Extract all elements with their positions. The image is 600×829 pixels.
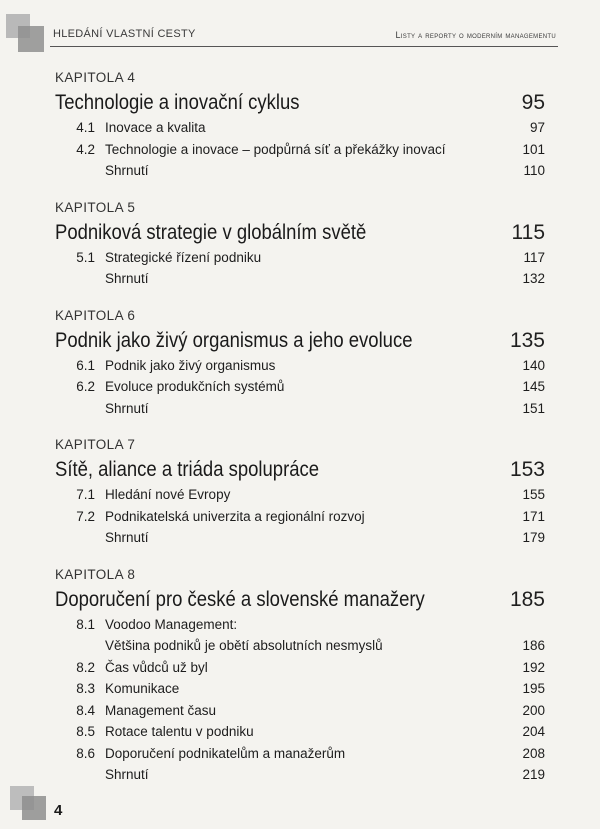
entry-title: Podnikatelská univerzita a regionální rozvoj [105, 508, 365, 524]
entry-title: Komunikace [105, 681, 180, 696]
entry-title: Hledání nové Evropy [105, 487, 231, 502]
entry-title: Rotace talentu v podniku [105, 724, 254, 739]
entry-title: Evoluce produkčních systémů [105, 379, 285, 394]
entry-title: Voodoo Management: [105, 616, 238, 632]
entry-number: 8.5 [76, 724, 95, 739]
entry-page: 195 [522, 681, 545, 696]
entry-page: 204 [522, 724, 545, 739]
entry-number: 5.1 [76, 249, 95, 265]
toc-entry[interactable] [55, 764, 545, 786]
entry-title: Většina podniků je obětí absolutních nesmyslů [105, 638, 383, 653]
chapter-block [55, 435, 545, 549]
toc-entry[interactable] [55, 117, 545, 139]
entry-page: 140 [522, 357, 545, 373]
toc-entry[interactable] [55, 355, 545, 377]
entry-page: 179 [522, 530, 545, 545]
toc-entry[interactable] [55, 506, 545, 528]
entry-number: 7.1 [76, 487, 95, 502]
chapter-label: KAPITOLA 6 [55, 307, 136, 323]
entry-page: 151 [522, 400, 545, 416]
toc-entry[interactable] [55, 657, 545, 679]
entry-title: Strategické řízení podniku [105, 249, 262, 265]
entry-title: Doporučení podnikatelům a manažerům [105, 745, 346, 761]
toc-entry[interactable] [55, 247, 545, 269]
chapter-title-row[interactable] [55, 585, 545, 614]
toc-entry[interactable] [55, 376, 545, 398]
chapter-label: KAPITOLA 7 [55, 437, 136, 452]
entry-title: Čas vůdců už byl [105, 659, 208, 675]
chapter-title: Sítě, aliance a triáda spolupráce [55, 458, 320, 481]
corner-square-dark [22, 796, 46, 820]
entry-page: 155 [522, 487, 545, 502]
chapter-page: 135 [509, 328, 545, 352]
entry-number: 8.1 [76, 616, 95, 632]
chapter-page: 95 [521, 91, 545, 114]
chapter-block [55, 198, 545, 290]
chapter-title-row[interactable] [55, 218, 545, 247]
toc-entry[interactable] [55, 268, 545, 290]
chapter-title-row[interactable] [55, 88, 545, 117]
chapter-label: KAPITOLA 8 [55, 566, 136, 582]
entry-page: 192 [522, 659, 545, 675]
table-of-contents [55, 68, 545, 802]
chapter-block [55, 68, 545, 182]
entry-title: Management času [105, 702, 217, 718]
chapter-title: Technologie a inovační cyklus [55, 91, 300, 114]
entry-title: Shrnutí [105, 767, 149, 782]
entry-number: 7.2 [76, 508, 95, 524]
chapter-page: 185 [509, 587, 545, 611]
chapter-block [55, 565, 545, 786]
chapter-label: KAPITOLA 4 [55, 70, 136, 85]
entry-page: 208 [522, 745, 545, 761]
entry-page: 97 [529, 120, 545, 135]
entry-title: Shrnutí [105, 163, 149, 178]
toc-entry[interactable] [55, 678, 545, 700]
entry-page: 117 [523, 249, 545, 265]
entry-title: Inovace a kvalita [105, 120, 206, 135]
chapter-label: KAPITOLA 5 [55, 199, 136, 215]
entry-page: 110 [523, 163, 545, 178]
entry-number: 6.2 [76, 379, 95, 394]
toc-entry[interactable] [55, 700, 545, 722]
entry-number: 8.3 [76, 681, 95, 696]
toc-entry[interactable] [55, 484, 545, 506]
chapter-title-row[interactable] [55, 326, 545, 355]
toc-entry[interactable] [55, 721, 545, 743]
entry-page: 101 [522, 141, 545, 157]
corner-square-dark [18, 26, 44, 52]
entry-number: 4.2 [76, 141, 95, 157]
toc-entry[interactable] [55, 743, 545, 765]
entry-title: Shrnutí [105, 271, 149, 286]
header-rule [50, 46, 558, 47]
toc-entry[interactable] [55, 614, 545, 636]
chapter-title: Doporučení pro české a slovenské manažery [55, 587, 425, 611]
entry-number: 8.4 [76, 702, 95, 718]
entry-number: 8.6 [76, 745, 95, 761]
chapter-page: 115 [511, 220, 545, 244]
entry-title: Podnik jako živý organismus [105, 357, 276, 373]
entry-title: Shrnutí [105, 400, 149, 416]
toc-entry[interactable] [55, 527, 545, 549]
chapter-title: Podniková strategie v globálním světě [55, 220, 367, 244]
entry-title: Shrnutí [105, 530, 149, 545]
chapter-title-row[interactable] [55, 455, 545, 484]
chapter-title: Podnik jako živý organismus a jeho evoluce [55, 328, 413, 352]
entry-page: 186 [522, 638, 545, 653]
entry-page: 132 [522, 271, 545, 286]
chapter-page: 153 [509, 458, 545, 481]
entry-title: Technologie a inovace – podpůrná síť a překážky inovací [105, 141, 446, 157]
toc-entry[interactable] [55, 635, 545, 657]
entry-number: 4.1 [76, 120, 95, 135]
running-head-right: Listy a reporty o moderním managementu [395, 30, 556, 40]
chapter-block [55, 306, 545, 420]
entry-page: 219 [522, 767, 545, 782]
entry-page: 171 [522, 508, 545, 524]
entry-number: 6.1 [76, 357, 95, 373]
entry-page: 145 [522, 379, 545, 394]
toc-entry[interactable] [55, 398, 545, 420]
entry-page: 200 [522, 702, 545, 718]
page-number: 4 [54, 802, 63, 819]
entry-number: 8.2 [76, 659, 95, 675]
toc-entry[interactable] [55, 139, 545, 161]
running-head-left: HLEDÁNÍ VLASTNÍ CESTY [53, 28, 196, 40]
toc-entry[interactable] [55, 160, 545, 182]
